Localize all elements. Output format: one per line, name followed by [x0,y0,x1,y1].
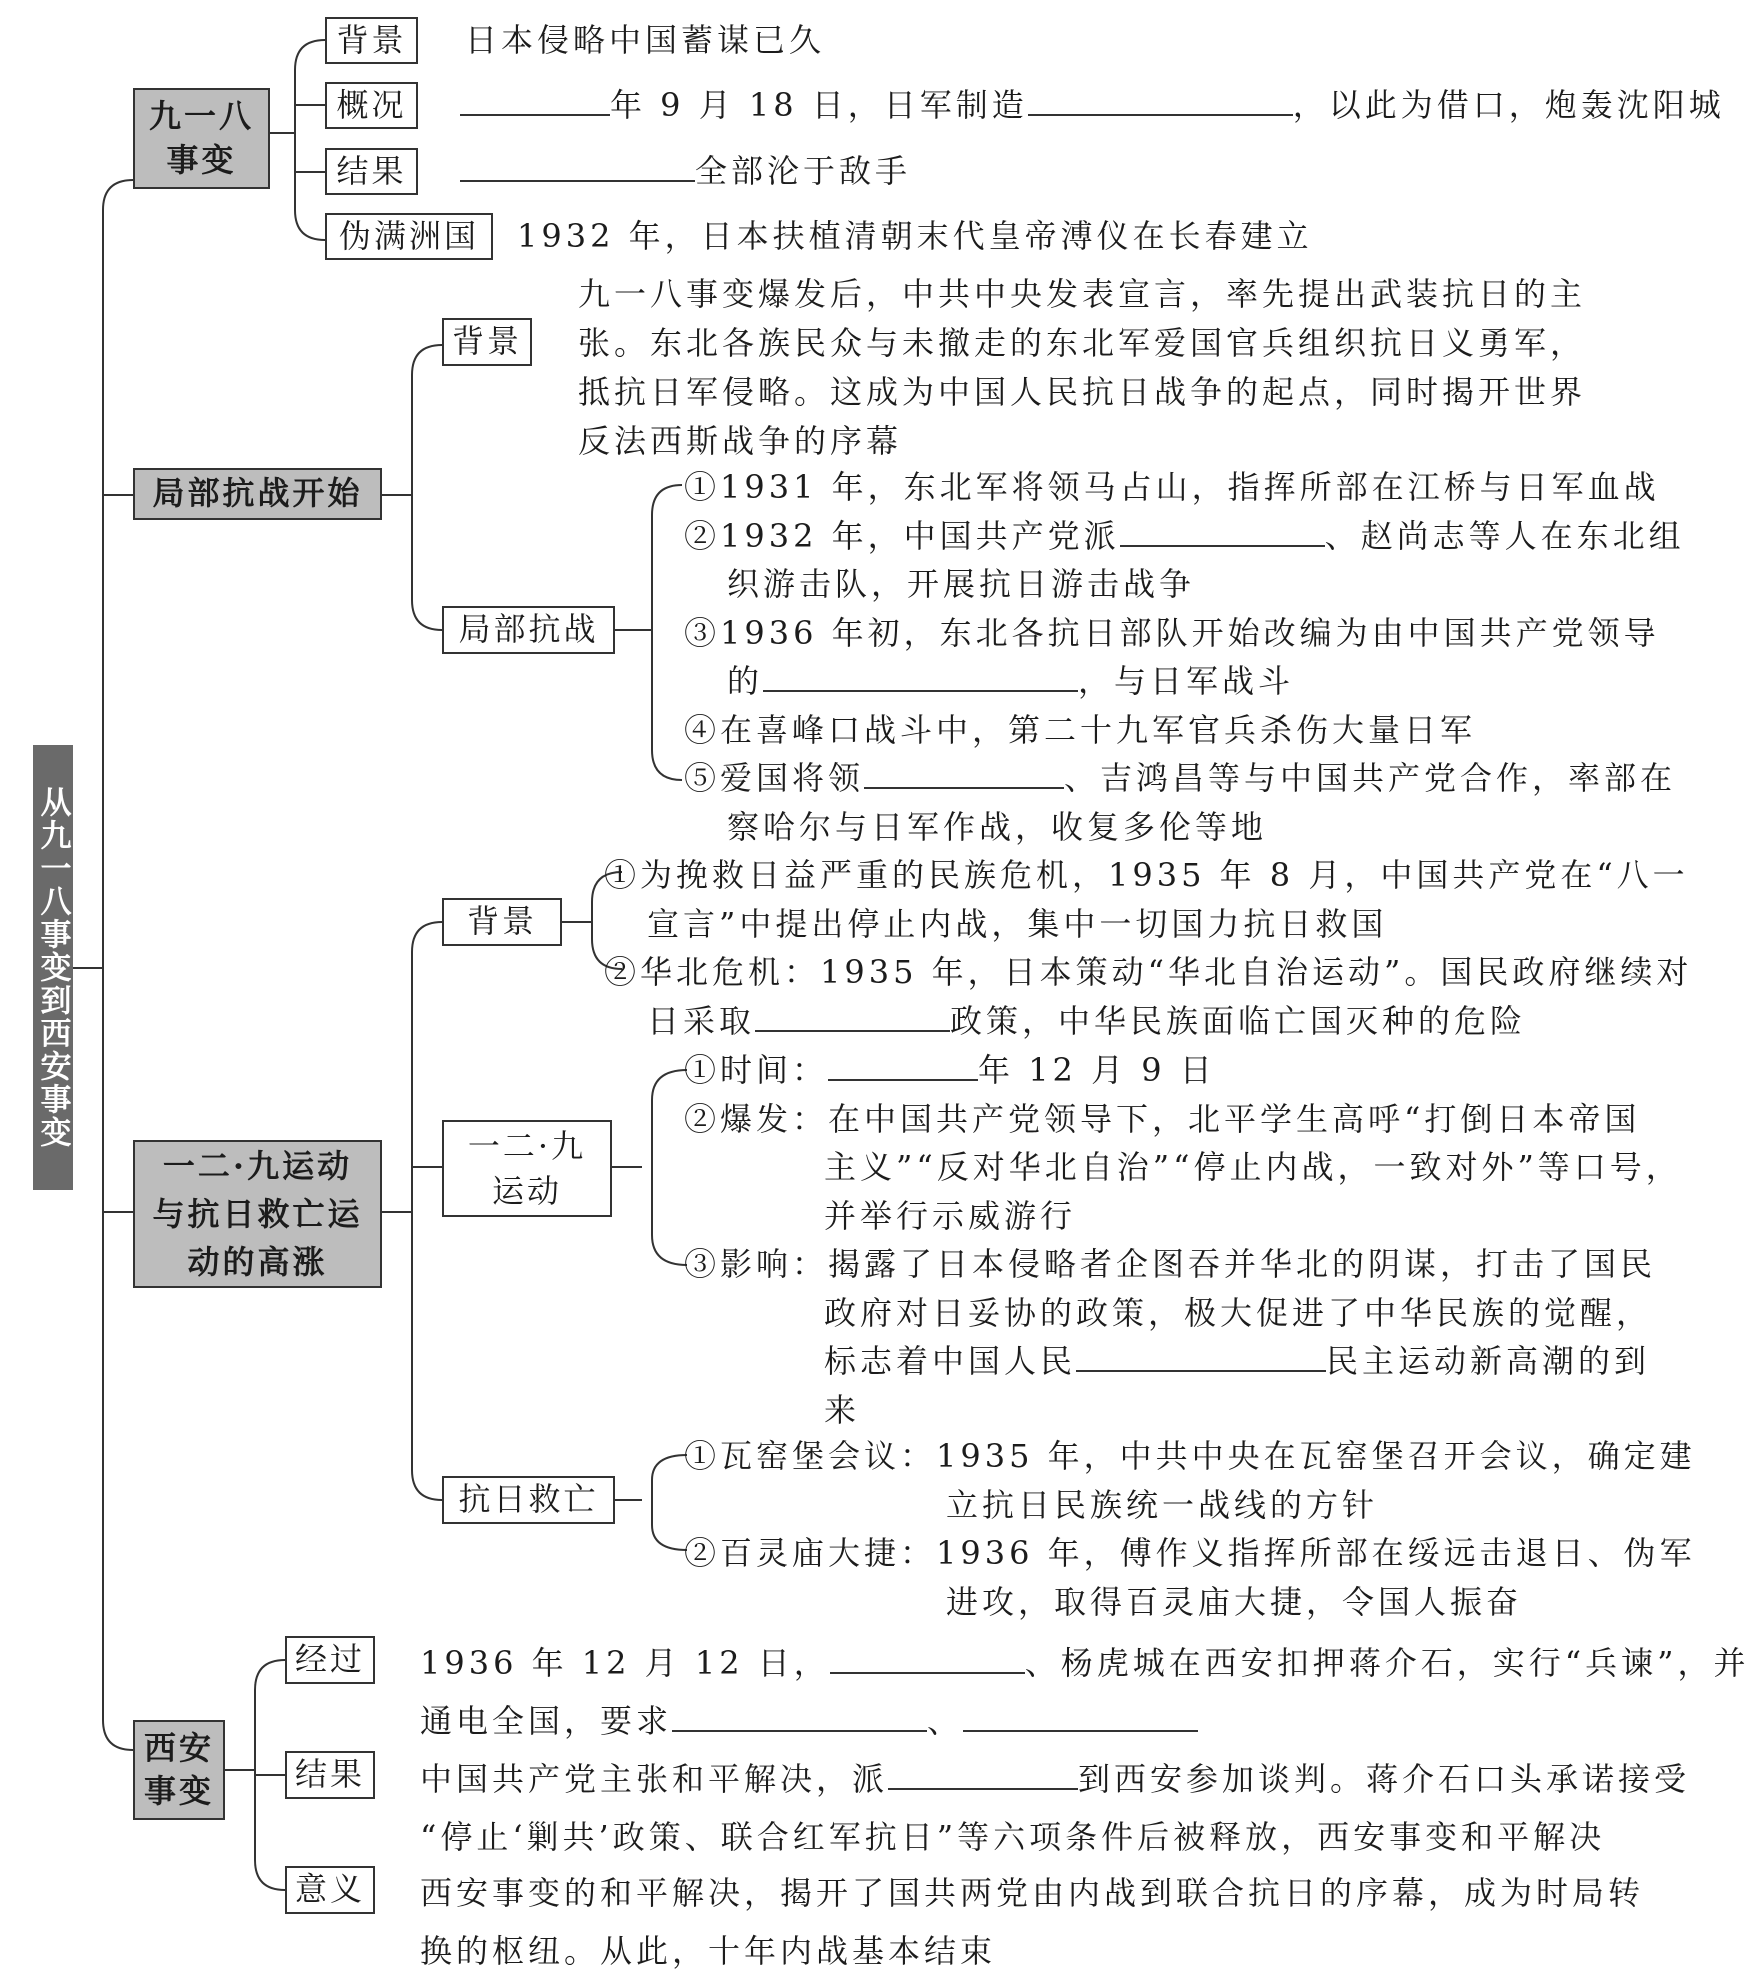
blank-918-result[interactable] [460,150,695,182]
text-local-background [578,270,1586,466]
label-xian-process: 经过 [285,1636,375,1684]
label-918-background: 背景 [325,17,418,64]
text-local-background-line2: 张。东北各族民众与未撤走的东北军爱国官兵组织抗日义勇军， [578,324,1587,362]
local-item-3-c: ，与日军战斗 [1078,662,1295,700]
label-dec9-movement-line1: 一二·九 [467,1126,587,1165]
xian-result-1 [420,1750,1690,1808]
label-918-puppet: 伪满洲国 [325,213,493,260]
dec9-bg-1-cont: 宣言”中提出停止内战，集中一切国力抗日救国 [647,904,1388,943]
blank-local-5[interactable] [864,757,1064,789]
dec9-salv-2: ②百灵庙大捷：1936 年，傅作义指挥所部在绥远击退日、伪军 [684,1534,1696,1572]
dec9-bg-2-b: 日采取 [647,1001,756,1040]
blank-918-year[interactable] [460,84,610,116]
xian-process-a: 1936 年 12 月 12 日， [420,1644,830,1682]
dec9-salv-1: ①瓦窑堡会议：1935 年，中共中央在瓦窑堡召开会议，确定建 [684,1437,1696,1475]
blank-xian-envoy[interactable] [888,1758,1078,1790]
local-item-2-b: 、赵尚志等人在东北组 [1324,516,1685,555]
section-dec9-title-line3: 动的高涨 [187,1243,328,1281]
local-item-2-cont: 织游击队，开展抗日游击战争 [727,565,1196,603]
dec9-time-b: 年 12 月 9 日 [978,1051,1216,1089]
local-item-5 [684,754,1685,803]
xian-process-c: 通电全国，要求 [420,1702,673,1740]
section-918-title-line2: 事变 [166,140,237,179]
section-dec9-title-line2: 与抗日救亡运 [152,1195,363,1233]
text-dec9-background [604,851,1692,1045]
text-xian-meaning [420,1864,1644,1980]
label-dec9-salvation: 抗日救亡 [442,1476,615,1524]
dec9-impact-2: 政府对日妥协的政策，极大促进了中华民族的觉醒， [824,1293,1653,1332]
dec9-outbreak-3: 并举行示威游行 [824,1196,1077,1235]
text-local-background-line1: 九一八事变爆发后，中共中央发表宣言，率先提出武装抗日的主 [578,275,1587,313]
text-local-resistance [684,463,1685,851]
text-dec9-movement [684,1046,1682,1434]
section-dec9-title [133,1140,382,1288]
local-item-3-cont [684,657,1685,706]
dec9-time [684,1046,1682,1095]
dec9-impact-c: 标志着中国人民 [824,1342,1077,1380]
text-918-result-a: 全部沦于敌手 [695,152,912,190]
section-918-title [133,88,270,189]
text-xian-result [420,1750,1690,1866]
label-local-resistance: 局部抗战 [442,606,615,654]
local-item-5-b: 、吉鸿昌等与中国共产党合作，率部在 [1064,759,1677,797]
text-local-background-line3: 抵抗日军侵略。这成为中国人民抗日战争的起点，同时揭开世界 [578,373,1587,411]
label-918-overview: 概况 [325,82,418,129]
blank-local-2[interactable] [1120,515,1325,547]
section-xian-title-line2: 事变 [143,1772,214,1810]
xian-result-b: 到西安参加谈判。蒋介石口头承诺接受 [1078,1760,1691,1798]
text-dec9-salvation [684,1432,1696,1626]
dec9-bg-2-c: 政策，中华民族面临亡国灭种的危险 [950,1001,1527,1040]
dec9-bg-2: ②华北危机：1935 年，日本策动“华北自治运动”。国民政府继续对 [604,953,1693,991]
blank-xian-demand2[interactable] [963,1700,1198,1732]
blank-dec9-policy[interactable] [755,1000,950,1032]
label-dec9-movement [442,1120,612,1217]
text-918-result [460,147,911,196]
blank-xian-general[interactable] [830,1642,1025,1674]
label-918-result: 结果 [325,148,418,195]
root-title: 从九一八事变到西安事变 [33,745,73,1190]
xian-meaning-2: 换的枢纽。从此，十年内战基本结束 [420,1932,997,1970]
text-918-background: 日本侵略中国蓄谋已久 [465,21,826,59]
local-item-2 [684,512,1685,561]
section-local-title: 局部抗战开始 [133,468,382,520]
section-xian-title [133,1720,225,1820]
local-item-5-cont: 察哈尔与日军作战，收复多伦等地 [727,807,1268,846]
dec9-outbreak-1: ②爆发：在中国共产党领导下，北平学生高呼“打倒日本帝国 [684,1099,1641,1138]
xian-process-d: 、 [927,1702,964,1740]
local-item-4: ④在喜峰口战斗中，第二十九军官兵杀伤大量日军 [684,710,1477,749]
text-local-background-line4: 反法西斯战争的序幕 [578,422,903,460]
xian-result-2: “停止‘剿共’政策、联合红军抗日”等六项条件后被释放，西安事变和平解决 [420,1818,1606,1856]
blank-local-3[interactable] [763,660,1078,692]
label-local-background: 背景 [442,318,532,366]
dec9-impact-d: 民主运动新高潮的到 [1326,1342,1651,1380]
label-xian-meaning: 意义 [285,1866,375,1914]
dec9-outbreak-2: 主义”“反对华北自治”“停止内战，一致对外”等口号， [824,1148,1682,1186]
dec9-bg-1: ①为挽救日益严重的民族危机，1935 年 8 月，中国共产党在“八一 [604,856,1689,894]
text-918-overview [460,81,1725,130]
local-item-5-a: ⑤爱国将领 [684,759,865,797]
blank-918-incident[interactable] [1028,84,1293,116]
local-item-3-b: 的 [727,662,764,700]
dec9-bg-2-cont [604,997,1692,1046]
xian-process-1 [420,1634,1749,1692]
dec9-impact-4: 来 [824,1390,861,1429]
text-918-puppet: 1932 年，日本扶植清朝末代皇帝溥仪在长春建立 [517,217,1313,255]
text-918-overview-a: 年 9 月 18 日，日军制造 [610,86,1028,124]
xian-process-2 [420,1692,1749,1750]
local-item-2-a: ②1932 年，中国共产党派 [684,516,1120,555]
label-xian-result: 结果 [285,1751,375,1799]
dec9-impact-1: ③影响：揭露了日本侵略者企图吞并华北的阴谋，打击了国民 [684,1245,1657,1283]
label-dec9-background: 背景 [442,898,562,946]
blank-xian-demand1[interactable] [672,1700,927,1732]
text-918-overview-b: ，以此为借口，炮轰沈阳城 [1292,86,1725,124]
dec9-salv-2-cont: 进攻，取得百灵庙大捷，令国人振奋 [946,1582,1523,1621]
local-item-1: ①1931 年，东北军将领马占山，指挥所部在江桥与日军血战 [684,468,1660,506]
blank-dec9-year[interactable] [828,1049,978,1081]
label-dec9-movement-line2: 运动 [491,1171,562,1210]
text-xian-process [420,1634,1749,1750]
dec9-time-a: ①时间： [684,1051,829,1089]
section-dec9-title-line1: 一二·九运动 [162,1147,353,1185]
local-item-3: ③1936 年初，东北各抗日部队开始改编为由中国共产党领导 [684,613,1660,652]
xian-process-b: 、杨虎城在西安扣押蒋介石，实行“兵谏”，并 [1024,1644,1749,1682]
xian-meaning-1: 西安事变的和平解决，揭开了国共两党由内战到联合抗日的序幕，成为时局转 [420,1874,1645,1912]
section-918-title-line1: 九一八 [148,97,254,136]
xian-result-a: 中国共产党主张和平解决，派 [420,1760,889,1798]
dec9-salv-1-cont: 立抗日民族统一战线的方针 [946,1485,1379,1524]
section-xian-title-line1: 西安 [143,1728,214,1767]
dec9-impact-3 [684,1337,1682,1386]
blank-dec9-impact[interactable] [1076,1340,1326,1372]
